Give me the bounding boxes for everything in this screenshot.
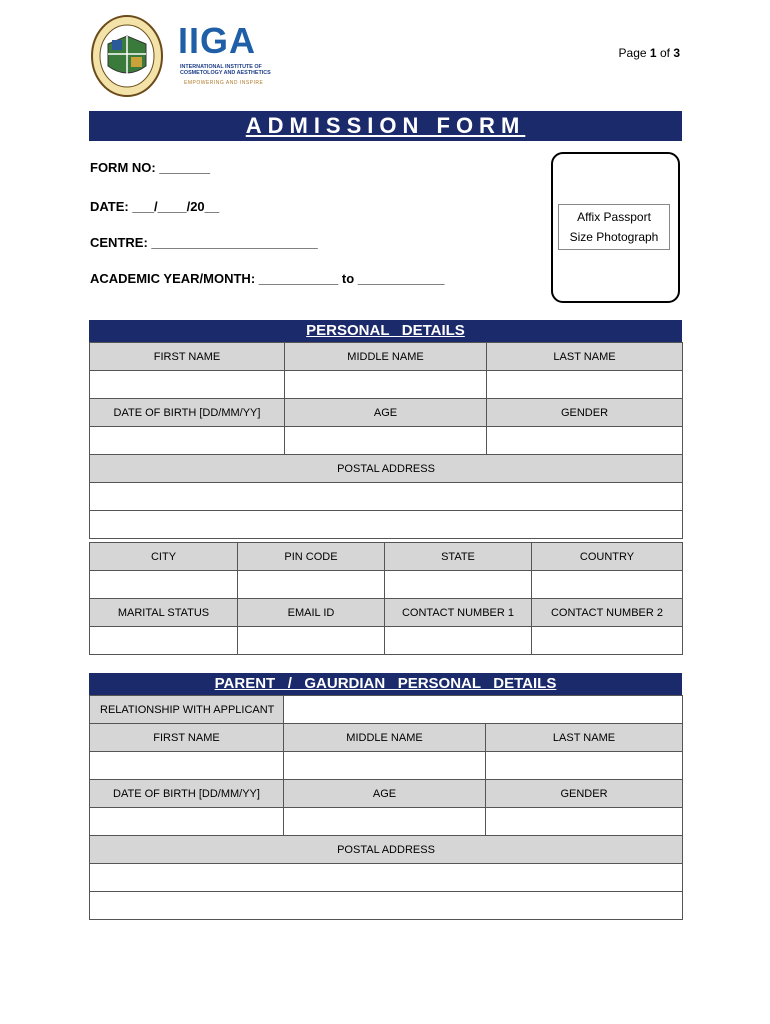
state-header: STATE <box>385 543 532 571</box>
contact-number-1-input[interactable] <box>385 627 532 655</box>
country-header: COUNTRY <box>532 543 683 571</box>
country-input[interactable] <box>532 571 683 599</box>
dob-header: DATE OF BIRTH [DD/MM/YY] <box>90 399 285 427</box>
personal-details-heading: PERSONAL DETAILS <box>89 320 682 342</box>
guardian-gender-input[interactable] <box>486 808 683 836</box>
guardian-first-name-header: FIRST NAME <box>90 724 284 752</box>
middle-name-input[interactable] <box>285 371 487 399</box>
page-total: 3 <box>673 46 680 60</box>
contact-number-2-input[interactable] <box>532 627 683 655</box>
page-current: 1 <box>649 46 657 60</box>
contact-number-2-header: CONTACT NUMBER 2 <box>532 599 683 627</box>
form-title: ADMISSION FORM <box>245 113 526 138</box>
last-name-input[interactable] <box>487 371 683 399</box>
guardian-dob-header: DATE OF BIRTH [DD/MM/YY] <box>90 780 284 808</box>
marital-status-input[interactable] <box>90 627 238 655</box>
first-name-header: FIRST NAME <box>90 343 285 371</box>
gender-input[interactable] <box>487 427 683 455</box>
page-label: Page <box>618 46 647 60</box>
centre-field[interactable]: CENTRE: _______________________ <box>90 235 318 250</box>
age-header: AGE <box>285 399 487 427</box>
postal-address-input-line1[interactable] <box>90 483 683 511</box>
marital-status-header: MARITAL STATUS <box>90 599 238 627</box>
personal-details-table-top <box>89 342 683 539</box>
middle-name-header: MIDDLE NAME <box>285 343 487 371</box>
guardian-last-name-header: LAST NAME <box>486 724 683 752</box>
iiga-logo-tagline: EMPOWERING AND INSPIRE <box>184 80 264 86</box>
guardian-postal-address-input-line2[interactable] <box>90 892 683 920</box>
iiga-logo-subtitle: INTERNATIONAL INSTITUTE OF COSMETOLOGY AND AESTHETICS <box>180 64 271 77</box>
guardian-postal-address-input-line1[interactable] <box>90 864 683 892</box>
personal-details-table-bottom <box>89 542 683 655</box>
guardian-first-name-input[interactable] <box>90 752 284 780</box>
guardian-age-header: AGE <box>284 780 486 808</box>
iiga-logo-word: IIGA <box>178 20 257 61</box>
page-indicator <box>619 46 680 60</box>
state-input[interactable] <box>385 571 532 599</box>
academic-year-field[interactable]: ACADEMIC YEAR/MONTH: ___________ to ____________ <box>90 271 445 286</box>
guardian-last-name-input[interactable] <box>486 752 683 780</box>
relationship-input[interactable] <box>284 696 683 724</box>
page-of: of <box>659 46 670 60</box>
last-name-header: LAST NAME <box>487 343 683 371</box>
postal-address-header: POSTAL ADDRESS <box>90 455 683 483</box>
photo-label-line1: Affix Passport <box>577 210 651 224</box>
guardian-postal-address-header: POSTAL ADDRESS <box>90 836 683 864</box>
city-input[interactable] <box>90 571 238 599</box>
iiga-logo <box>178 22 290 92</box>
dob-input[interactable] <box>90 427 285 455</box>
pin-code-input[interactable] <box>238 571 385 599</box>
relationship-header: RELATIONSHIP WITH APPLICANT <box>90 696 284 724</box>
guardian-details-heading: PARENT / GAURDIAN PERSONAL DETAILS <box>89 673 682 695</box>
guardian-middle-name-header: MIDDLE NAME <box>284 724 486 752</box>
email-input[interactable] <box>238 627 385 655</box>
contact-number-1-header: CONTACT NUMBER 1 <box>385 599 532 627</box>
form-title-bar <box>89 111 682 141</box>
city-header: CITY <box>90 543 238 571</box>
guardian-age-input[interactable] <box>284 808 486 836</box>
gender-header: GENDER <box>487 399 683 427</box>
don-bosco-seal-logo <box>90 14 164 98</box>
guardian-dob-input[interactable] <box>90 808 284 836</box>
passport-photo-label <box>558 204 670 250</box>
date-field[interactable]: DATE: ___/____/20__ <box>90 199 220 214</box>
pin-code-header: PIN CODE <box>238 543 385 571</box>
guardian-details-table <box>89 695 683 920</box>
form-number-field[interactable]: FORM NO: _______ <box>90 160 210 175</box>
guardian-middle-name-input[interactable] <box>284 752 486 780</box>
first-name-input[interactable] <box>90 371 285 399</box>
age-input[interactable] <box>285 427 487 455</box>
guardian-gender-header: GENDER <box>486 780 683 808</box>
photo-label-line2: Size Photograph <box>569 230 659 244</box>
email-header: EMAIL ID <box>238 599 385 627</box>
postal-address-input-line2[interactable] <box>90 511 683 539</box>
